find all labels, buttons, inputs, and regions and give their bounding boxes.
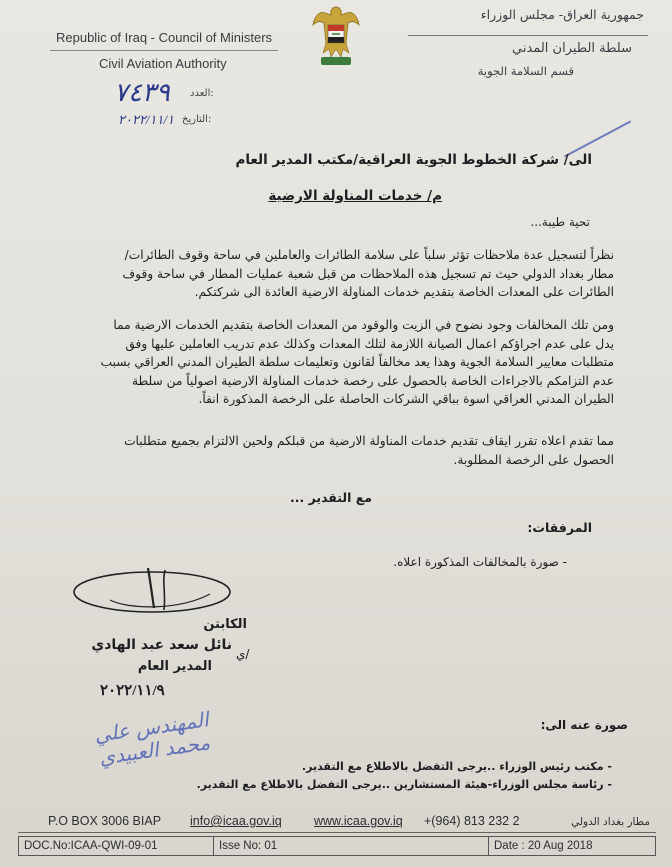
footer-po-box: P.O BOX 3006 BIAP <box>48 814 162 828</box>
footer-email-link[interactable]: info@icaa.gov.iq <box>190 814 282 828</box>
paragraph-2 <box>54 316 614 409</box>
paragraph-2-line: متطلبات معايير السلامة الجوية وهذا يعد مخالفاً لقانون وتعليمات سلطة الطيران المدني العراقي بسبب <box>100 355 614 369</box>
paragraph-3-line: مما تقدم اعلاه تقرر ايقاف تقديم خدمات المناولة الارضية من قبلكم ولحين الالتزام بجميع متطلبات <box>124 434 614 448</box>
copy-item: - رئاسة مجلس الوزراء-هيئة المستشارين ..يرجى التفضل بالاطلاع مع التقدير. <box>196 778 612 791</box>
regards: مع التقدير ... <box>290 490 372 505</box>
recipient-line: الى/ شركة الخطوط الجوية العراقية/مكتب المدير العام <box>235 152 592 168</box>
header-en-line1: Republic of Iraq - Council of Ministers <box>56 30 273 45</box>
signer-name: نائل سعد عبد الهادي <box>91 637 232 653</box>
signer-title: الكابتن <box>203 617 247 632</box>
date-value: ٢٠٢٢/١١/١ <box>118 112 175 127</box>
footer-phone: +(964) 813 232 2 <box>424 814 520 828</box>
paragraph-1-line: الطائرات على المعدات الخاصة بتقديم خدمات المناولة الارضية العائدة الى شركتكم. <box>194 285 614 299</box>
footer-website-link[interactable]: www.icaa.gov.iq <box>314 814 403 828</box>
paragraph-3 <box>54 432 614 469</box>
footer-doc-bar <box>18 836 656 856</box>
header-en-divider <box>50 50 278 51</box>
iraq-eagle-emblem-icon <box>311 3 361 69</box>
footer-divider <box>18 832 656 833</box>
ref-number: ٧٤٣٩ <box>114 78 170 107</box>
paragraph-1 <box>54 246 614 302</box>
copy-item: - مكتب رئيس الوزراء ..يرجى التفضل بالاطلاع مع التقدير. <box>301 760 612 773</box>
paragraph-1-line: نظراً لتسجيل عدة ملاحظات تؤثر سلباً على سلامة الطائرات والعاملين في ساحة وقوف الطائرات/ <box>124 248 614 262</box>
date-label: التاريخ: <box>182 114 212 125</box>
paragraph-2-line: الطيران المدني العراقي اسوة بباقي الشركات الحاصلة على الرخصة المذكورة انفاً. <box>198 392 614 406</box>
signature-date: ٢٠٢٢/١١/٩ <box>100 683 165 699</box>
header-ar-line3: قسم السلامة الجوية <box>477 64 574 78</box>
ref-label: العدد: <box>190 88 214 99</box>
initials-stamp: المهندس علي محمد العبيدي <box>92 707 212 770</box>
greeting: تحية طيبة... <box>530 215 590 229</box>
paragraph-1-line: مطار بغداد الدولي حيث تم تسجيل هذه الملاحظات من قبل شعبة عمليات المطار في ساحة وقوف <box>122 266 614 281</box>
header-ar-divider <box>408 35 648 36</box>
attachments-heading: المرفقات: <box>527 520 592 535</box>
doc-number: DOC.No:ICAA-QWI-09-01 <box>19 837 214 855</box>
subject-line: م/ خدمات المناولة الارضية <box>268 188 442 204</box>
copies-heading: صورة عنه الى: <box>540 718 628 732</box>
doc-date: Date : 20 Aug 2018 <box>494 840 593 852</box>
initial-mark: ي/ <box>236 647 250 661</box>
issue-number: Isse No: 01 <box>214 837 489 855</box>
paragraph-2-line: يدل على عدم اجراؤكم اعمال الصيانة اللازمة لتلك المعدات وكذلك عدم تدريب العاملين عليها وفق <box>125 336 614 351</box>
attachment-item: - صورة بالمخالفات المذكورة اعلاه. <box>393 555 567 569</box>
header-en-line2: Civil Aviation Authority <box>99 56 227 71</box>
paragraph-2-line: ومن تلك المخالفات وجود نضوح في الزيت والوقود من المعدات الخاصة بتقديم الخدمات الارضية مما <box>113 318 614 332</box>
header-ar-line1: جمهورية العراق- مجلس الوزراء <box>480 7 644 22</box>
paragraph-2-line: عدم التزامكم بالاجراءات الخاصة بالحصول على رخصة خدمات المناولة الارضية اصولياً من سلطة <box>131 373 614 388</box>
footer-address: مطار بغداد الدولي <box>571 816 650 828</box>
header-ar-line2: سلطة الطيران المدني <box>512 41 632 56</box>
signer-position: المدير العام <box>137 659 212 674</box>
paragraph-3-line: الحصول على الرخصة المطلوبة. <box>453 452 614 467</box>
signature-scribble <box>70 560 240 620</box>
